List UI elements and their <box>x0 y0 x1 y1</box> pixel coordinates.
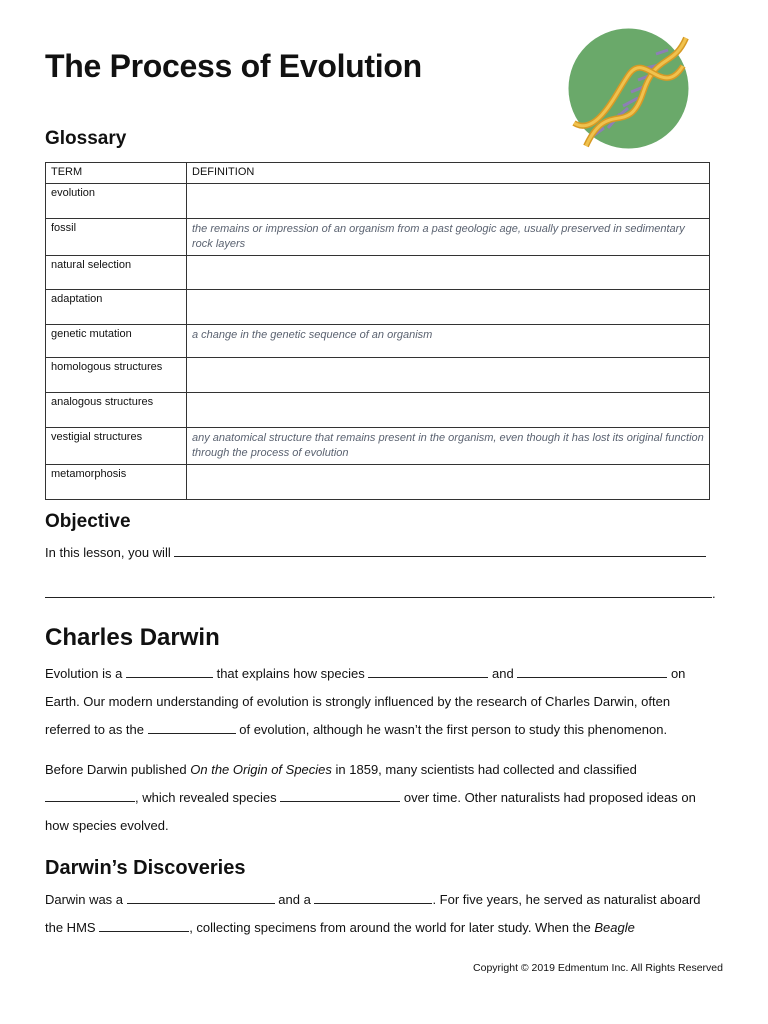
charles-darwin-heading: Charles Darwin <box>45 624 220 651</box>
discoveries-paragraph-1 <box>45 886 725 942</box>
fill-in-blank[interactable] <box>45 786 135 802</box>
text-span: and <box>491 666 514 681</box>
fill-in-blank[interactable] <box>314 888 432 904</box>
fill-in-blank[interactable] <box>517 662 667 678</box>
dna-icon <box>568 28 689 149</box>
table-row <box>46 358 710 393</box>
table-row <box>46 465 710 500</box>
term-cell: adaptation <box>46 290 187 325</box>
term-cell: genetic mutation <box>46 325 187 358</box>
glossary-table <box>45 162 710 500</box>
fill-in-blank[interactable] <box>126 662 213 678</box>
term-cell: natural selection <box>46 256 187 290</box>
objective-prefix: In this lesson, you will <box>45 545 171 560</box>
text-span: Before Darwin published <box>45 762 187 777</box>
table-row <box>46 290 710 325</box>
term-cell: homologous structures <box>46 358 187 393</box>
term-cell: metamorphosis <box>46 465 187 500</box>
text-span: Darwin was a <box>45 892 124 907</box>
definition-column-header: DEFINITION <box>187 163 710 184</box>
term-cell: analogous structures <box>46 393 187 428</box>
text-span: on <box>670 666 686 681</box>
term-column-header: TERM <box>46 163 187 184</box>
text-span: of evolution, although he wasn’t the first person to study this phenomenon. <box>239 722 668 737</box>
definition-cell[interactable]: the remains or impression of an organism from a past geologic age, usually preserved in sedimentary rock layers <box>187 219 710 256</box>
definition-cell[interactable]: any anatomical structure that remains present in the organism, even though it has lost its original function through the process of evolution <box>187 428 710 465</box>
table-row <box>46 184 710 219</box>
fill-in-blank[interactable] <box>148 718 236 734</box>
text-span: how species evolved. <box>45 818 169 833</box>
term-cell: fossil <box>46 219 187 256</box>
table-row <box>46 428 710 465</box>
definition-cell[interactable] <box>187 290 710 325</box>
copyright-footer: Copyright © 2019 Edmentum Inc. All Rights Reserved <box>473 962 723 974</box>
objective-heading: Objective <box>45 511 131 532</box>
term-cell: vestigial structures <box>46 428 187 465</box>
fill-in-blank[interactable] <box>368 662 488 678</box>
definition-cell[interactable] <box>187 358 710 393</box>
page-title: The Process of Evolution <box>45 48 422 84</box>
text-span: , collecting specimens from around the world for later study. When the <box>189 920 591 935</box>
definition-cell[interactable] <box>187 393 710 428</box>
fill-in-blank[interactable] <box>99 916 189 932</box>
table-row <box>46 325 710 358</box>
table-row <box>46 256 710 290</box>
book-title: On the Origin of Species <box>190 762 332 777</box>
text-span: . For five years, he served as naturalist aboard <box>432 892 701 907</box>
text-span: and a <box>278 892 311 907</box>
text-span: referred to as the <box>45 722 144 737</box>
ship-name: Beagle <box>594 920 635 935</box>
table-row <box>46 219 710 256</box>
fill-in-blank[interactable] <box>280 786 400 802</box>
objective-blank-1[interactable] <box>174 541 706 557</box>
text-span: that explains how species <box>216 666 365 681</box>
text-span: the HMS <box>45 920 96 935</box>
darwin-paragraph-1 <box>45 660 725 744</box>
darwin-paragraph-2 <box>45 756 725 840</box>
text-span: over time. Other naturalists had proposed ideas on <box>403 790 696 805</box>
objective-blank-2[interactable] <box>45 582 712 598</box>
table-row <box>46 393 710 428</box>
definition-cell[interactable] <box>187 184 710 219</box>
term-cell: evolution <box>46 184 187 219</box>
objective-line-1 <box>45 539 725 567</box>
fill-in-blank[interactable] <box>127 888 275 904</box>
definition-cell[interactable]: a change in the genetic sequence of an organism <box>187 325 710 358</box>
darwins-discoveries-heading: Darwin’s Discoveries <box>45 857 246 879</box>
text-span: in 1859, many scientists had collected and classified <box>335 762 637 777</box>
glossary-heading: Glossary <box>45 128 127 149</box>
text-span: Evolution is a <box>45 666 123 681</box>
table-header-row <box>46 163 710 184</box>
definition-cell[interactable] <box>187 465 710 500</box>
objective-line-2 <box>45 580 725 608</box>
definition-cell[interactable] <box>187 256 710 290</box>
objective-suffix: . <box>712 586 716 601</box>
text-span: , which revealed species <box>135 790 277 805</box>
text-span: Earth. Our modern understanding of evolution is strongly influenced by the research of Charles Darwin, often <box>45 694 671 709</box>
